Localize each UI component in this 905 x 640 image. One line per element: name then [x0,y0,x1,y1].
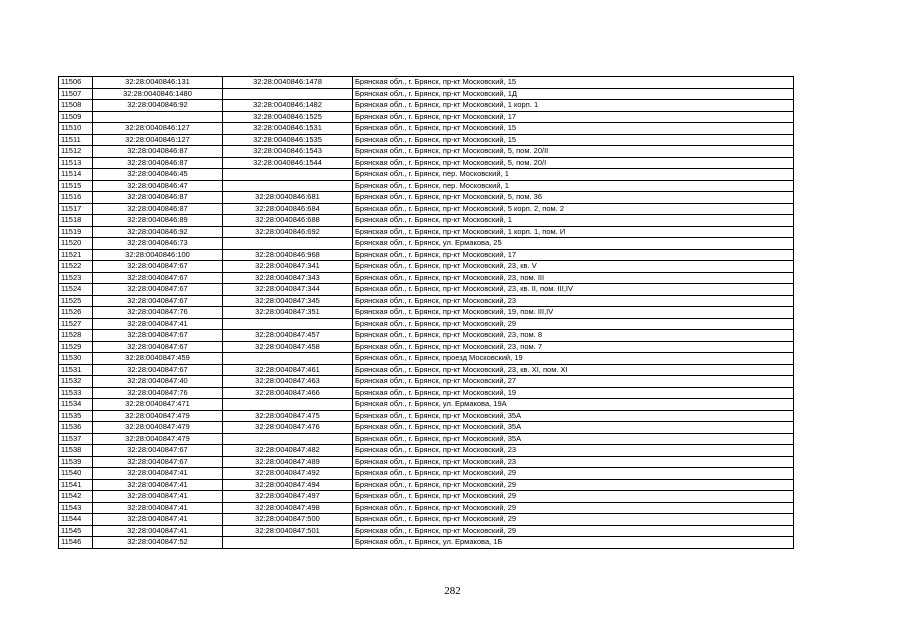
address-cell: Брянская обл., г. Брянск, пр-кт Московский, 29 [353,525,794,537]
address-cell: Брянская обл., г. Брянск, пр-кт Московский, 5, пом. 20/I [353,157,794,169]
table-row [59,180,794,192]
cadastral-number-cell: 32:28:0040847:67 [93,284,223,296]
address-cell: Брянская обл., г. Брянск, пр-кт Московский, 23 [353,456,794,468]
address-cell: Брянская обл., г. Брянск, пр-кт Московский, 15 [353,123,794,135]
address-cell: Брянская обл., г. Брянск, пр-кт Московский, 17 [353,111,794,123]
row-number-cell: 11537 [59,433,93,445]
table-row [59,341,794,353]
object-number-cell: 32:28:0040847:343 [223,272,353,284]
row-number-cell: 11521 [59,249,93,261]
address-cell: Брянская обл., г. Брянск, пр-кт Московский, 1 [353,215,794,227]
row-number-cell: 11508 [59,100,93,112]
cadastral-number-cell: 32:28:0040846:87 [93,146,223,158]
table-row [59,433,794,445]
row-number-cell: 11539 [59,456,93,468]
address-cell: Брянская обл., г. Брянск, пр-кт Московский, 23, кв. II, пом. III,IV [353,284,794,296]
row-number-cell: 11546 [59,537,93,549]
cadastral-number-cell: 32:28:0040847:41 [93,525,223,537]
row-number-cell: 11526 [59,307,93,319]
object-number-cell: 32:28:0040846:684 [223,203,353,215]
table-row [59,525,794,537]
cadastral-number-cell: 32:28:0040847:76 [93,387,223,399]
row-number-cell: 11517 [59,203,93,215]
address-cell: Брянская обл., г. Брянск, пр-кт Московский, 1 корп. 1, пом. И [353,226,794,238]
object-number-cell: 32:28:0040847:489 [223,456,353,468]
address-cell: Брянская обл., г. Брянск, ул. Ермакова, 25 [353,238,794,250]
table-row [59,203,794,215]
row-number-cell: 11544 [59,514,93,526]
object-number-cell: 32:28:0040847:457 [223,330,353,342]
cadastral-number-cell: 32:28:0040847:41 [93,479,223,491]
cadastral-number-cell: 32:28:0040847:67 [93,261,223,273]
address-cell: Брянская обл., г. Брянск, пр-кт Московский, 23, кв. XI, пом. XI [353,364,794,376]
cadastral-number-cell: 32:28:0040846:127 [93,123,223,135]
address-cell: Брянская обл., г. Брянск, пр-кт Московский, 19 [353,387,794,399]
object-number-cell: 32:28:0040847:345 [223,295,353,307]
row-number-cell: 11540 [59,468,93,480]
table-row [59,479,794,491]
object-number-cell: 32:28:0040847:482 [223,445,353,457]
table-row [59,491,794,503]
address-cell: Брянская обл., г. Брянск, пр-кт Московский, 29 [353,479,794,491]
cadastral-number-cell: 32:28:0040847:479 [93,433,223,445]
row-number-cell: 11532 [59,376,93,388]
object-number-cell: 32:28:0040846:1525 [223,111,353,123]
object-number-cell: 32:28:0040847:475 [223,410,353,422]
cadastral-number-cell: 32:28:0040847:52 [93,537,223,549]
row-number-cell: 11514 [59,169,93,181]
object-number-cell: 32:28:0040847:501 [223,525,353,537]
cadastral-number-cell: 32:28:0040846:87 [93,203,223,215]
object-number-cell: 32:28:0040846:1544 [223,157,353,169]
cadastral-number-cell: 32:28:0040846:131 [93,77,223,89]
cadastral-number-cell: 32:28:0040846:89 [93,215,223,227]
row-number-cell: 11536 [59,422,93,434]
object-number-cell [223,169,353,181]
table-row [59,307,794,319]
address-cell: Брянская обл., г. Брянск, ул. Ермакова, 19А [353,399,794,411]
object-number-cell: 32:28:0040846:1535 [223,134,353,146]
cadastral-number-cell: 32:28:0040847:41 [93,318,223,330]
address-cell: Брянская обл., г. Брянск, пр-кт Московский, 15 [353,77,794,89]
address-cell: Брянская обл., г. Брянск, пр-кт Московский, 23, пом. 7 [353,341,794,353]
object-number-cell: 32:28:0040847:461 [223,364,353,376]
object-number-cell: 32:28:0040846:688 [223,215,353,227]
row-number-cell: 11525 [59,295,93,307]
table-row [59,445,794,457]
object-number-cell: 32:28:0040847:351 [223,307,353,319]
address-cell: Брянская обл., г. Брянск, пр-кт Московский, 29 [353,491,794,503]
cadastral-number-cell: 32:28:0040847:67 [93,445,223,457]
address-cell: Брянская обл., г. Брянск, пр-кт Московский, 29 [353,502,794,514]
table-row [59,88,794,100]
row-number-cell: 11528 [59,330,93,342]
cadastral-number-cell: 32:28:0040847:41 [93,468,223,480]
row-number-cell: 11518 [59,215,93,227]
address-cell: Брянская обл., г. Брянск, пр-кт Московский, 23, пом. III [353,272,794,284]
table-row [59,364,794,376]
address-cell: Брянская обл., г. Брянск, пр-кт Московский, 5, пом. 36 [353,192,794,204]
table-row [59,399,794,411]
object-number-cell: 32:28:0040846:681 [223,192,353,204]
address-cell: Брянская обл., г. Брянск, пр-кт Московский, 23, пом. 8 [353,330,794,342]
cadastral-number-cell: 32:28:0040847:41 [93,491,223,503]
row-number-cell: 11515 [59,180,93,192]
row-number-cell: 11531 [59,364,93,376]
row-number-cell: 11542 [59,491,93,503]
address-cell: Брянская обл., г. Брянск, пр-кт Московский, 15 [353,134,794,146]
records-table-body [59,77,794,549]
address-cell: Брянская обл., г. Брянск, ул. Ермакова, 1Б [353,537,794,549]
table-row [59,284,794,296]
cadastral-number-cell: 32:28:0040847:459 [93,353,223,365]
table-row [59,387,794,399]
address-cell: Брянская обл., г. Брянск, проезд Московский, 19 [353,353,794,365]
cadastral-number-cell: 32:28:0040846:127 [93,134,223,146]
table-row [59,537,794,549]
page-number: 282 [444,585,461,597]
address-cell: Брянская обл., г. Брянск, пр-кт Московский, 27 [353,376,794,388]
records-table [58,76,794,549]
object-number-cell: 32:28:0040847:344 [223,284,353,296]
cadastral-number-cell: 32:28:0040847:67 [93,364,223,376]
row-number-cell: 11530 [59,353,93,365]
object-number-cell: 32:28:0040846:1482 [223,100,353,112]
table-row [59,77,794,89]
object-number-cell: 32:28:0040847:492 [223,468,353,480]
table-row [59,238,794,250]
object-number-cell: 32:28:0040846:1531 [223,123,353,135]
address-cell: Брянская обл., г. Брянск, пр-кт Московский, 35А [353,422,794,434]
cadastral-number-cell: 32:28:0040846:87 [93,192,223,204]
row-number-cell: 11506 [59,77,93,89]
object-number-cell [223,88,353,100]
table-row [59,157,794,169]
address-cell: Брянская обл., г. Брянск, пр-кт Московский, 1 корп. 1 [353,100,794,112]
object-number-cell: 32:28:0040847:463 [223,376,353,388]
object-number-cell [223,238,353,250]
cadastral-number-cell [93,111,223,123]
address-cell: Брянская обл., г. Брянск, пр-кт Московский, 19, пом. III,IV [353,307,794,319]
object-number-cell [223,318,353,330]
table-row [59,123,794,135]
cadastral-number-cell: 32:28:0040847:479 [93,410,223,422]
table-row [59,330,794,342]
table-row [59,111,794,123]
address-cell: Брянская обл., г. Брянск, пр-кт Московский, 35А [353,410,794,422]
row-number-cell: 11516 [59,192,93,204]
object-number-cell: 32:28:0040846:1478 [223,77,353,89]
row-number-cell: 11529 [59,341,93,353]
cadastral-number-cell: 32:28:0040846:92 [93,100,223,112]
row-number-cell: 11519 [59,226,93,238]
object-number-cell: 32:28:0040847:500 [223,514,353,526]
cadastral-number-cell: 32:28:0040847:76 [93,307,223,319]
row-number-cell: 11509 [59,111,93,123]
object-number-cell: 32:28:0040847:498 [223,502,353,514]
object-number-cell: 32:28:0040847:497 [223,491,353,503]
object-number-cell [223,399,353,411]
object-number-cell: 32:28:0040847:494 [223,479,353,491]
row-number-cell: 11513 [59,157,93,169]
row-number-cell: 11534 [59,399,93,411]
address-cell: Брянская обл., г. Брянск, пр-кт Московский, 17 [353,249,794,261]
row-number-cell: 11520 [59,238,93,250]
table-row [59,261,794,273]
cadastral-number-cell: 32:28:0040847:67 [93,330,223,342]
object-number-cell: 32:28:0040846:1543 [223,146,353,158]
table-row [59,353,794,365]
object-number-cell [223,537,353,549]
table-row [59,272,794,284]
cadastral-number-cell: 32:28:0040846:1480 [93,88,223,100]
object-number-cell: 32:28:0040846:692 [223,226,353,238]
cadastral-number-cell: 32:28:0040847:471 [93,399,223,411]
row-number-cell: 11541 [59,479,93,491]
table-row [59,215,794,227]
row-number-cell: 11512 [59,146,93,158]
address-cell: Брянская обл., г. Брянск, пр-кт Московский, 5, пом. 20/II [353,146,794,158]
object-number-cell: 32:28:0040847:476 [223,422,353,434]
table-row [59,192,794,204]
object-number-cell: 32:28:0040847:466 [223,387,353,399]
address-cell: Брянская обл., г. Брянск, пр-кт Московский, 29 [353,468,794,480]
address-cell: Брянская обл., г. Брянск, пр-кт Московский, 29 [353,514,794,526]
address-cell: Брянская обл., г. Брянск, пр-кт Московский, 1Д [353,88,794,100]
row-number-cell: 11533 [59,387,93,399]
cadastral-number-cell: 32:28:0040846:100 [93,249,223,261]
object-number-cell: 32:28:0040847:458 [223,341,353,353]
table-row [59,410,794,422]
table-row [59,249,794,261]
cadastral-number-cell: 32:28:0040847:67 [93,295,223,307]
address-cell: Брянская обл., г. Брянск, пр-кт Московский, 29 [353,318,794,330]
object-number-cell [223,433,353,445]
row-number-cell: 11507 [59,88,93,100]
cadastral-number-cell: 32:28:0040847:41 [93,514,223,526]
table-row [59,502,794,514]
cadastral-number-cell: 32:28:0040847:67 [93,456,223,468]
address-cell: Брянская обл., г. Брянск, пр-кт Московский, 5 корп. 2, пом. 2 [353,203,794,215]
object-number-cell [223,180,353,192]
object-number-cell: 32:28:0040847:341 [223,261,353,273]
row-number-cell: 11543 [59,502,93,514]
row-number-cell: 11511 [59,134,93,146]
row-number-cell: 11522 [59,261,93,273]
table-row [59,295,794,307]
address-cell: Брянская обл., г. Брянск, пр-кт Московский, 35А [353,433,794,445]
row-number-cell: 11510 [59,123,93,135]
address-cell: Брянская обл., г. Брянск, пр-кт Московский, 23, кв. V [353,261,794,273]
table-row [59,100,794,112]
table-row [59,134,794,146]
cadastral-number-cell: 32:28:0040846:92 [93,226,223,238]
object-number-cell: 32:28:0040846:968 [223,249,353,261]
table-row [59,514,794,526]
row-number-cell: 11545 [59,525,93,537]
cadastral-number-cell: 32:28:0040847:479 [93,422,223,434]
table-row [59,456,794,468]
object-number-cell [223,353,353,365]
table-row [59,226,794,238]
address-cell: Брянская обл., г. Брянск, пр-кт Московский, 23 [353,295,794,307]
table-row [59,169,794,181]
cadastral-number-cell: 32:28:0040846:73 [93,238,223,250]
table-row [59,376,794,388]
cadastral-number-cell: 32:28:0040846:87 [93,157,223,169]
address-cell: Брянская обл., г. Брянск, пер. Московский, 1 [353,180,794,192]
row-number-cell: 11523 [59,272,93,284]
address-cell: Брянская обл., г. Брянск, пер. Московский, 1 [353,169,794,181]
cadastral-number-cell: 32:28:0040847:41 [93,502,223,514]
row-number-cell: 11538 [59,445,93,457]
row-number-cell: 11527 [59,318,93,330]
cadastral-number-cell: 32:28:0040847:67 [93,341,223,353]
cadastral-number-cell: 32:28:0040847:67 [93,272,223,284]
cadastral-number-cell: 32:28:0040846:47 [93,180,223,192]
table-row [59,422,794,434]
row-number-cell: 11524 [59,284,93,296]
cadastral-number-cell: 32:28:0040846:45 [93,169,223,181]
cadastral-number-cell: 32:28:0040847:40 [93,376,223,388]
table-row [59,318,794,330]
table-row [59,146,794,158]
address-cell: Брянская обл., г. Брянск, пр-кт Московский, 23 [353,445,794,457]
table-row [59,468,794,480]
row-number-cell: 11535 [59,410,93,422]
